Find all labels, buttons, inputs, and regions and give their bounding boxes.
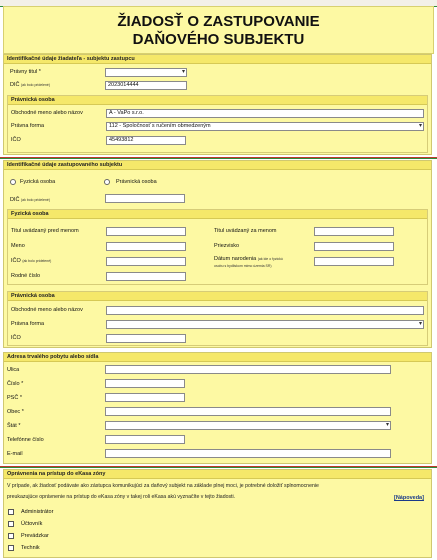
state-label: Štát * — [7, 423, 21, 429]
represented-legal-form-label: Právna forma — [11, 321, 45, 327]
radio-pravnicka-osoba[interactable] — [104, 179, 110, 185]
zip-label: PSČ * — [7, 395, 22, 401]
city-label: Obec * — [7, 409, 24, 415]
separator-1g — [0, 158, 437, 159]
city-input[interactable] — [105, 407, 391, 416]
applicant-ico-label: IČO — [11, 137, 21, 143]
applicant-ico-input[interactable]: 45493812 — [106, 136, 186, 145]
represented-section — [3, 160, 432, 348]
applicant-name-label: Obchodné meno alebo názov — [11, 110, 83, 116]
phone-input[interactable] — [105, 435, 185, 444]
phone-label: Telefónne číslo — [7, 437, 44, 443]
title-line-1: ŽIADOSŤ O ZASTUPOVANIE — [117, 13, 320, 30]
radio-pravnicka-label: Právnická osoba — [116, 179, 157, 185]
role-technician-checkbox[interactable] — [8, 545, 14, 551]
role-technician-label: Technik — [21, 545, 40, 551]
number-label: Číslo * — [7, 381, 24, 387]
title-before-input[interactable] — [106, 227, 186, 236]
address-section — [3, 352, 432, 464]
ekasa-section — [3, 469, 432, 558]
represented-dic-input[interactable] — [105, 194, 185, 203]
radio-fyzicka-osoba[interactable] — [10, 179, 16, 185]
title-after-input[interactable] — [314, 227, 394, 236]
first-name-input[interactable] — [106, 242, 186, 251]
applicant-name-input[interactable]: A - VaPo s.r.o. — [106, 109, 424, 118]
role-operator-checkbox[interactable] — [8, 533, 14, 539]
fo-ico-label: IČO (ak bolo pridelené) — [11, 258, 52, 264]
number-input[interactable] — [105, 379, 185, 388]
represented-ico-label: IČO — [11, 335, 21, 341]
role-admin-label: Administrátor — [21, 509, 54, 515]
ekasa-paragraph-1: V prípade, ak žiadosť podávate ako zástupca komunikujúci za daňový subjekt na základe plnej moci, je potrebné doložiť splnomocnenie — [7, 483, 319, 489]
surname-input[interactable] — [314, 242, 394, 251]
applicant-header: Identifikačné údaje žiadateľa - subjektu zastupcu — [4, 55, 431, 64]
separator-2g — [0, 467, 437, 468]
applicant-section — [3, 54, 432, 155]
represented-po-subsection — [7, 291, 428, 346]
represented-name-label: Obchodné meno alebo názov — [11, 307, 83, 313]
role-accountant-checkbox[interactable] — [8, 521, 14, 527]
zip-input[interactable] — [105, 393, 185, 402]
radio-fyzicka-label: Fyzická osoba — [20, 179, 56, 185]
birth-number-label: Rodné číslo — [11, 273, 41, 279]
role-accountant-label: Účtovník — [21, 521, 43, 527]
applicant-dic-input[interactable]: 2023014444 — [105, 81, 187, 90]
applicant-po-subsection — [7, 95, 428, 153]
first-name-label: Meno — [11, 243, 25, 249]
surname-label: Priezvisko — [214, 243, 240, 249]
address-header: Adresa trvalého pobytu alebo sídla — [4, 353, 431, 362]
applicant-legal-form-select[interactable]: 112 - Spoločnosť s ručením obmedzeným ▾ — [106, 122, 424, 131]
street-input[interactable] — [105, 365, 391, 374]
represented-legal-form-select[interactable] — [106, 320, 424, 329]
email-input[interactable] — [105, 449, 391, 458]
represented-ico-input[interactable] — [106, 334, 186, 343]
applicant-legal-form-label: Právna forma — [11, 123, 45, 129]
state-select[interactable] — [105, 421, 391, 430]
fo-header: Fyzická osoba — [8, 210, 427, 219]
legal-title-select[interactable] — [105, 68, 187, 77]
applicant-po-header: Právnická osoba — [8, 96, 427, 105]
title-after-label: Titul uvádzaný za menom — [214, 228, 277, 234]
role-operator-label: Prevádzkar — [21, 533, 49, 539]
birth-date-label: Dátum narodenia (ak ide o fyzickú — [214, 256, 283, 262]
legal-title-label: Právny titul * — [10, 69, 41, 75]
title-line-2: DAŇOVÉHO SUBJEKTU — [132, 31, 305, 48]
represented-name-input[interactable] — [106, 306, 424, 315]
represented-po-header: Právnická osoba — [8, 292, 427, 301]
help-link[interactable]: [Nápoveda] — [394, 495, 424, 501]
birth-number-input[interactable] — [106, 272, 186, 281]
represented-header: Identifikačné údaje zastupovaného subjektu — [4, 161, 431, 170]
fo-subsection — [7, 209, 428, 285]
represented-dic-label: DIČ (ak bolo pridelené) — [10, 197, 51, 203]
birth-date-note: osobu s bydliskom mimo územia SR) — [214, 264, 272, 268]
ekasa-header: Oprávnenia na prístup do eKasa zóny — [4, 470, 431, 479]
form-title — [3, 6, 434, 54]
street-label: Ulica — [7, 367, 20, 373]
title-before-label: Titul uvádzaný pred menom — [11, 228, 79, 234]
role-admin-checkbox[interactable] — [8, 509, 14, 515]
applicant-dic-label: DIČ (ak bolo pridelené) — [10, 82, 51, 88]
birth-date-input[interactable] — [314, 257, 394, 266]
fo-ico-input[interactable] — [106, 257, 186, 266]
ekasa-paragraph-2: preukazujúce oprávnenie na prístup do eKasa zóny v takej roli eKasa akú vyznačíte v tejto žiadosti. — [7, 494, 236, 500]
email-label: E-mail — [7, 451, 23, 457]
